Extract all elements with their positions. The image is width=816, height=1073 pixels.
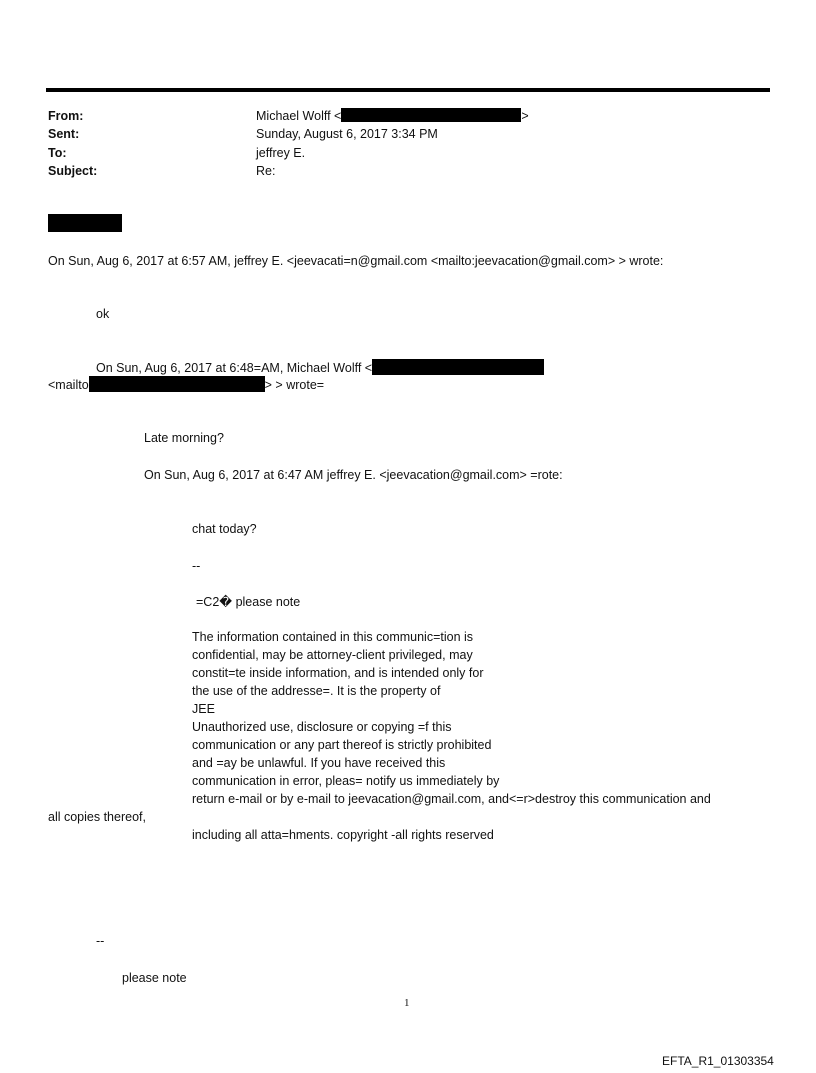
disclaimer-line: communication in error, pleas= notify us immediately by [192,774,500,788]
disclaimer-line: The information contained in this communic=tion is [192,630,474,644]
redaction-box [341,108,521,122]
disclaimer-line: return e-mail or by e-mail to jeevacation@gmail.com, and<=r>destroy this communication and [192,792,711,806]
header-rule [46,88,770,92]
disclaimer-line: JEE [192,702,215,716]
disclaimer-line: and =ay be unlawful. If you have received this [192,756,446,770]
from-name: Michael Wolff < [256,109,342,123]
redaction-box [48,214,122,232]
mailto-prefix: <mailto [48,378,89,392]
wrote-suffix: > > wrote= [264,378,325,392]
quoted-header-2-text: On Sun, Aug 6, 2017 at 6:48=AM, Michael Wolff < [96,361,373,375]
reply-text: ok [96,307,110,321]
quoted-header-2-line2 [48,376,324,393]
disclaimer-wrap: all copies thereof, [48,810,146,824]
disclaimer-line: the use of the addresse=. It is the property of [192,684,441,698]
to-value: jeffrey E. [256,146,306,160]
sent-value: Sunday, August 6, 2017 3:34 PM [256,127,438,141]
signature-separator: -- [192,559,201,573]
disclaimer-line: confidential, may be attorney-client privileged, may [192,648,473,662]
quoted-header-2 [96,359,544,376]
subject-value: Re: [256,164,276,178]
from-label: From: [48,109,84,123]
disclaimer-line: including all atta=hments. copyright -all rights reserved [192,828,494,842]
from-suffix: > [521,109,529,123]
quoted-header-1: On Sun, Aug 6, 2017 at 6:57 AM, jeffrey E. <jeevacati=n@gmail.com <mailto:jeevacation@gmail.com> > wrote: [48,254,664,268]
disclaimer-line: communication or any part thereof is strictly prohibited [192,738,492,752]
redaction-box [89,376,265,392]
quoted-header-3: On Sun, Aug 6, 2017 at 6:47 AM jeffrey E. <jeevacation@gmail.com> =rote: [144,468,563,482]
disclaimer-line: constit=te inside information, and is intended only for [192,666,484,680]
to-label: To: [48,146,67,160]
sent-label: Sent: [48,127,80,141]
from-value [256,108,529,124]
signature-separator: -- [96,934,105,948]
reply-text: Late morning? [144,431,224,445]
disclaimer-line: Unauthorized use, disclosure or copying =f this [192,720,452,734]
page-number: 1 [404,997,410,1009]
signature-note: =C2� please note [196,595,301,609]
message-text: chat today? [192,522,257,536]
redaction-box [372,359,544,375]
signature-note: please note [122,971,187,985]
subject-label: Subject: [48,164,98,178]
document-id: EFTA_R1_01303354 [662,1054,774,1068]
